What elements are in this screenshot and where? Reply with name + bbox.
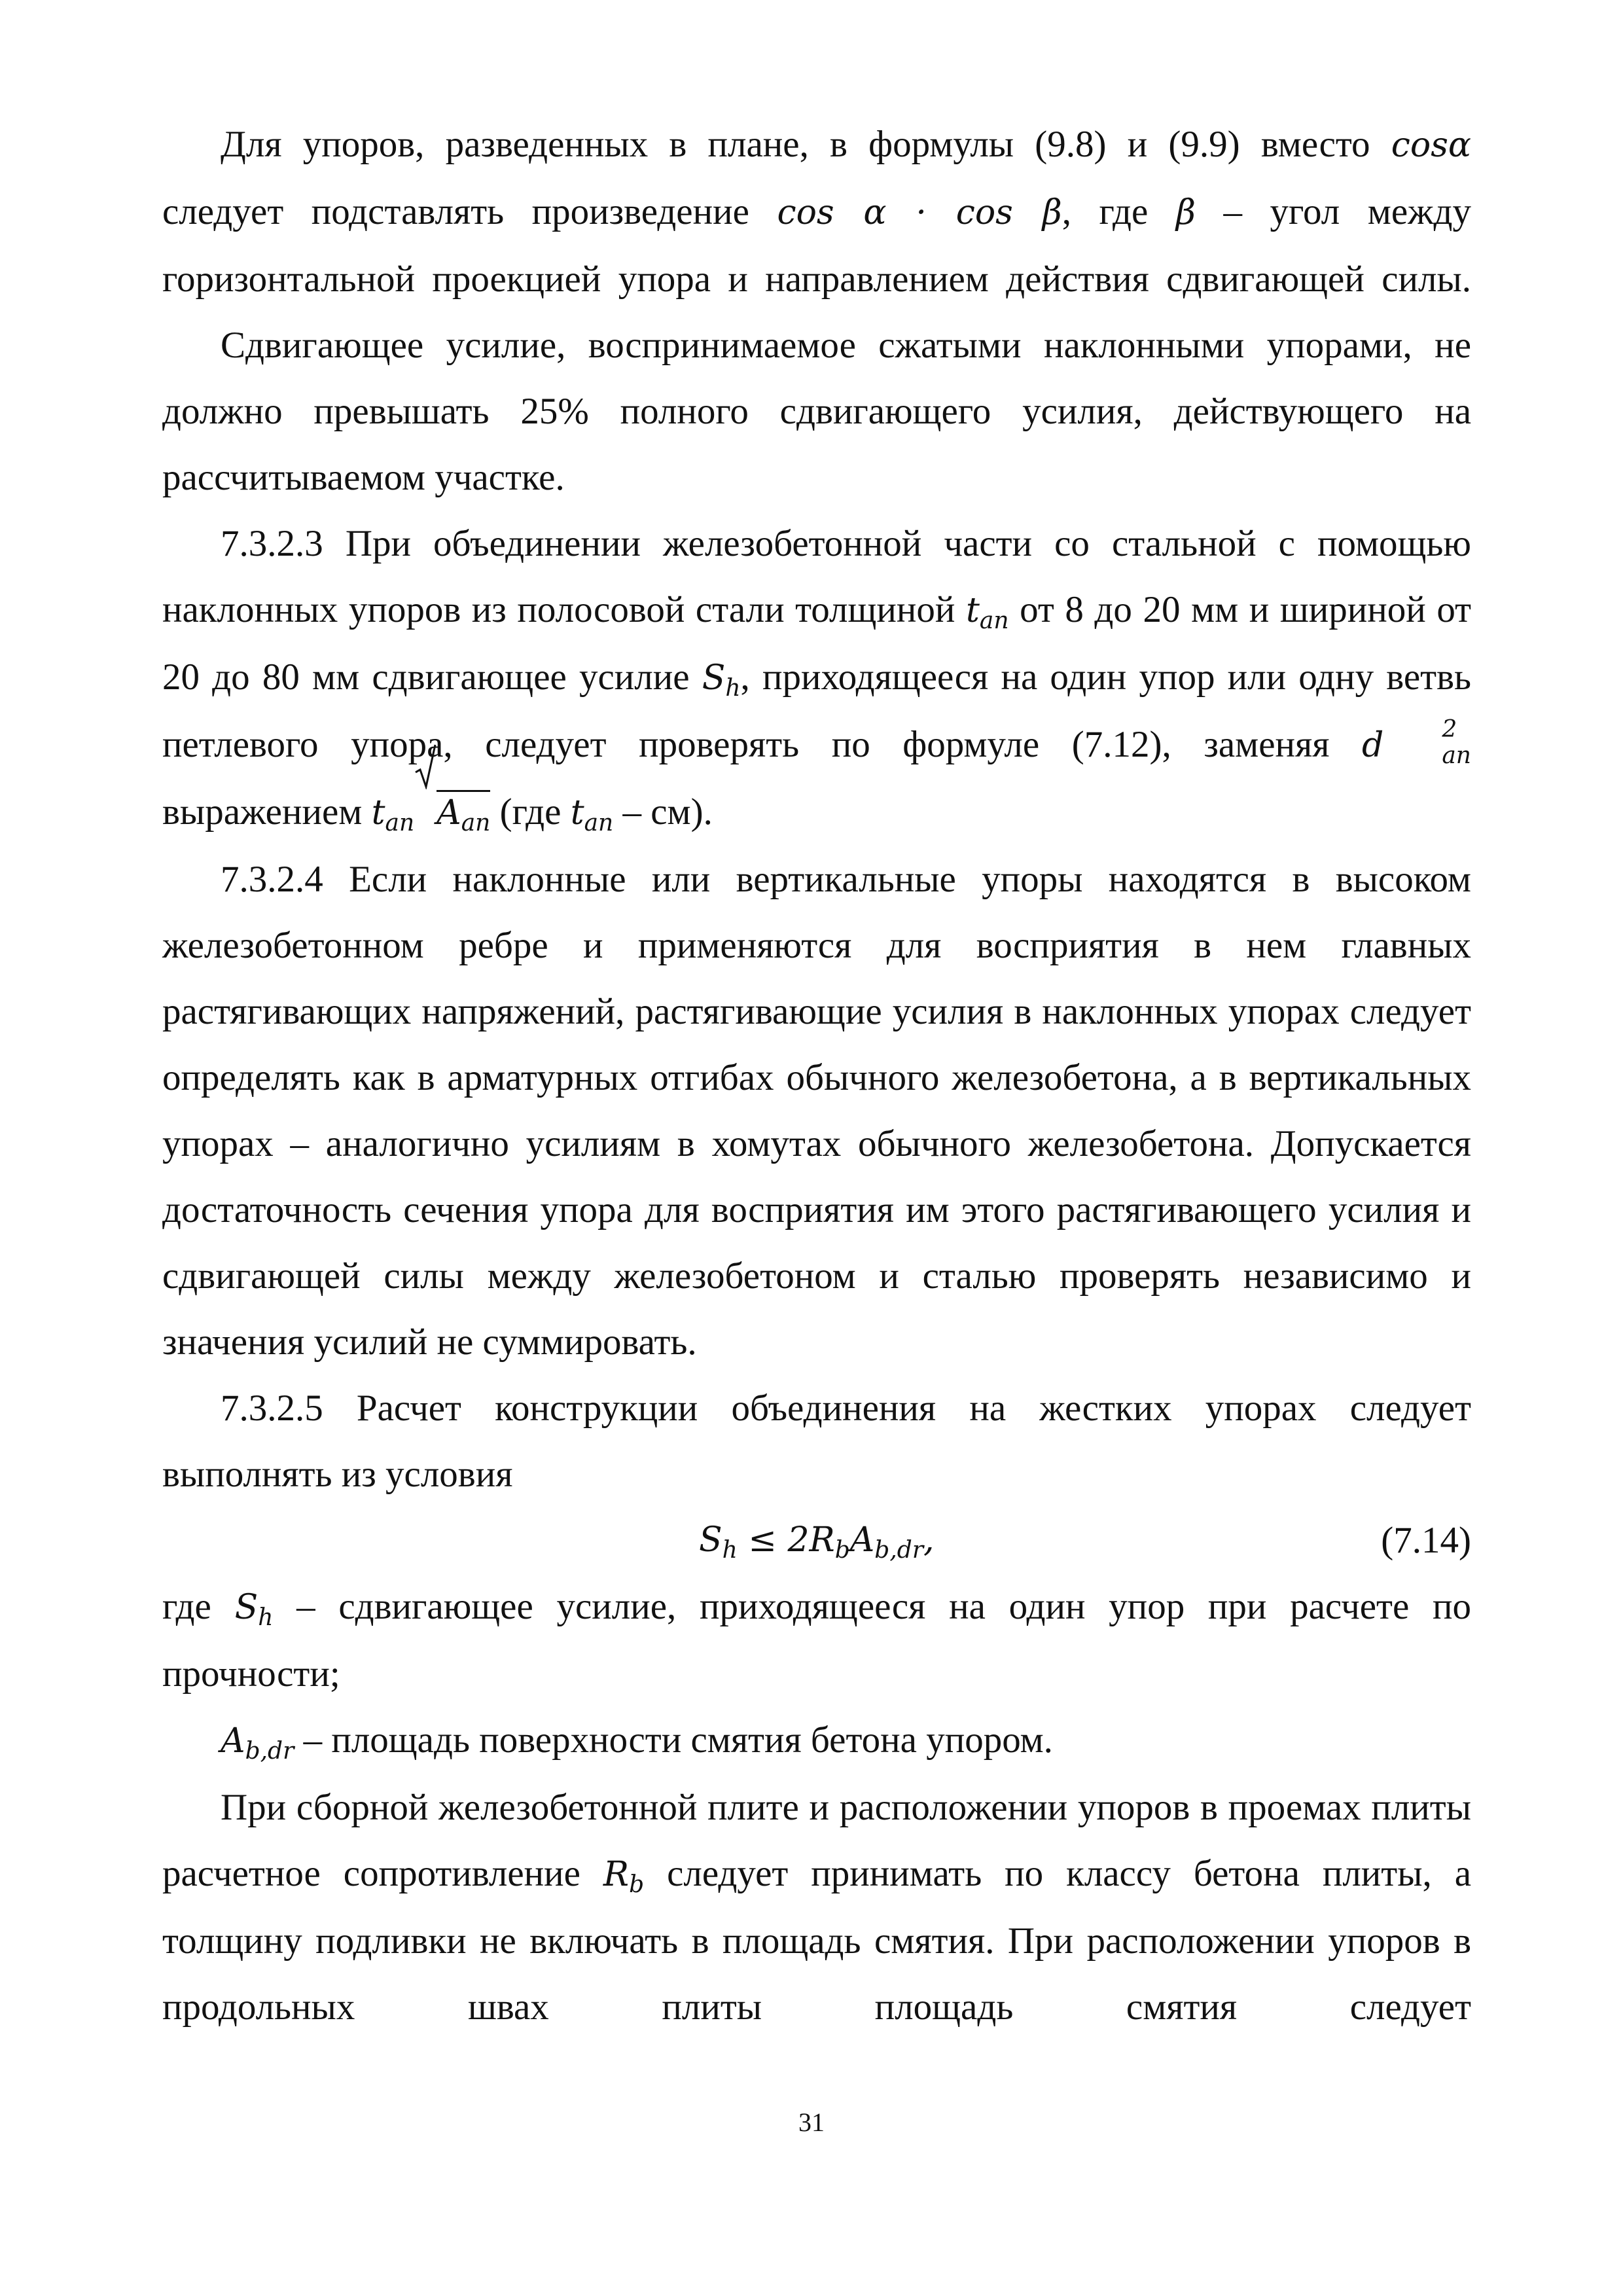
paragraph-cos-substitution [162,111,1471,312]
formula-7-14 [162,1507,1471,1573]
text-run: Для упоров, разведенных в плане, в формулы (9.8) и (9.9) вместо [221,124,1391,165]
math-t-an: $t_{an}$ [570,793,614,836]
math-beta: β [1175,193,1196,232]
formula-number: (7.14) [1381,1520,1471,1561]
text-run: от 8 до 20 мм и шириной от 20 до 80 мм сдвигающее усилие [162,589,1471,698]
math-cos-product: cos α · cos β [777,193,1062,232]
paragraph-7-3-2-3 [162,511,1471,779]
text-run: выражением [162,791,372,833]
text-run: При сборной железобетонной плите и расположении упоров в проемах плиты расчетное сопротивление [162,1787,1471,1894]
math-t-an: $t_{an}$ [965,591,1009,634]
text-run: – см). [613,791,713,833]
text-run: – площадь поверхности смятия бетона упором. [294,1719,1053,1761]
document-page [162,111,1471,2040]
sqrt-symbol: $A_{an}$ [414,780,490,846]
text-run: 7.3.2.3 При объединении железобетонной части со стальной с помощью наклонных упоров из полосовой стали толщиной [162,523,1471,630]
text-run: – сдвигающее усилие, приходящееся на один упор при расчете по прочности; [162,1586,1471,1695]
formula-expression: $S_h \le 2R_bA_{b,dr}$, [699,1520,935,1564]
text-run: (где [490,791,571,833]
math-r-b: $R_b$ [603,1855,645,1898]
math-s-h: $S_h$ [234,1588,274,1631]
page-number: 31 [798,2108,825,2137]
math-t-an-sqrt-a-an: $t_{an}$ $A_{an}$ [372,793,491,833]
paragraph-precast-slab [162,1774,1471,2040]
text-run: следует принимать по классу бетона плиты, а толщину подливки не включать в площадь смятия. При расположении упоров в продольных швах плиты площадь смятия следует [162,1853,1471,2028]
paragraph-ab-dr [162,1707,1471,1774]
math-a-b-dr: $A_{b,dr}$ [221,1721,294,1765]
paragraph-where-sh [162,1573,1471,1707]
math-cos-alpha: cosα [1391,126,1471,165]
paragraph-7-3-2-5: 7.3.2.5 Расчет конструкции объединения на жестких упорах следует выполнять из условия [162,1388,1471,1495]
paragraph-shear-limit: Сдвигающее усилие, воспринимаемое сжатыми наклонными упорами, не должно превышать 25% полного сдвигающего усилия, действующего на рассчитываемом участке. [162,325,1471,498]
text-run: , где [1061,191,1176,232]
text-run: , приходящееся на один упор или одну ветвь петлевого упора, следует проверять по формуле (7.12), заменяя [162,656,1471,765]
text-run: следует подставлять произведение [162,191,777,232]
text-run: – угол между горизонтальной проекцией упора и направлением действия сдвигающей силы. [162,191,1471,300]
radical-sign-icon [414,744,437,789]
text-run: где [162,1586,235,1627]
paragraph-7-3-2-3-end [162,779,1471,846]
math-d-an-squared: d 2 $_{an}$ [1362,716,1471,769]
math-s-h: $S_h$ [702,658,741,702]
paragraph-7-3-2-4: 7.3.2.4 Если наклонные или вертикальные упоры находятся в высоком железобетонном ребре и применяются для восприятия в нем главных растягивающих напряжений, растягивающие усилия в наклонных упорах следует определять как в арматурных отгибах обычного железобетона, а в вертикальных упорах – аналогично усилиям в хомутах обычного железобетона. Допускается достаточность сечения упора для восприятия им этого растягивающего усилия и сдвигающей силы между железобетоном и сталью проверять независимо и значения усилий не суммировать. [162,859,1471,1363]
